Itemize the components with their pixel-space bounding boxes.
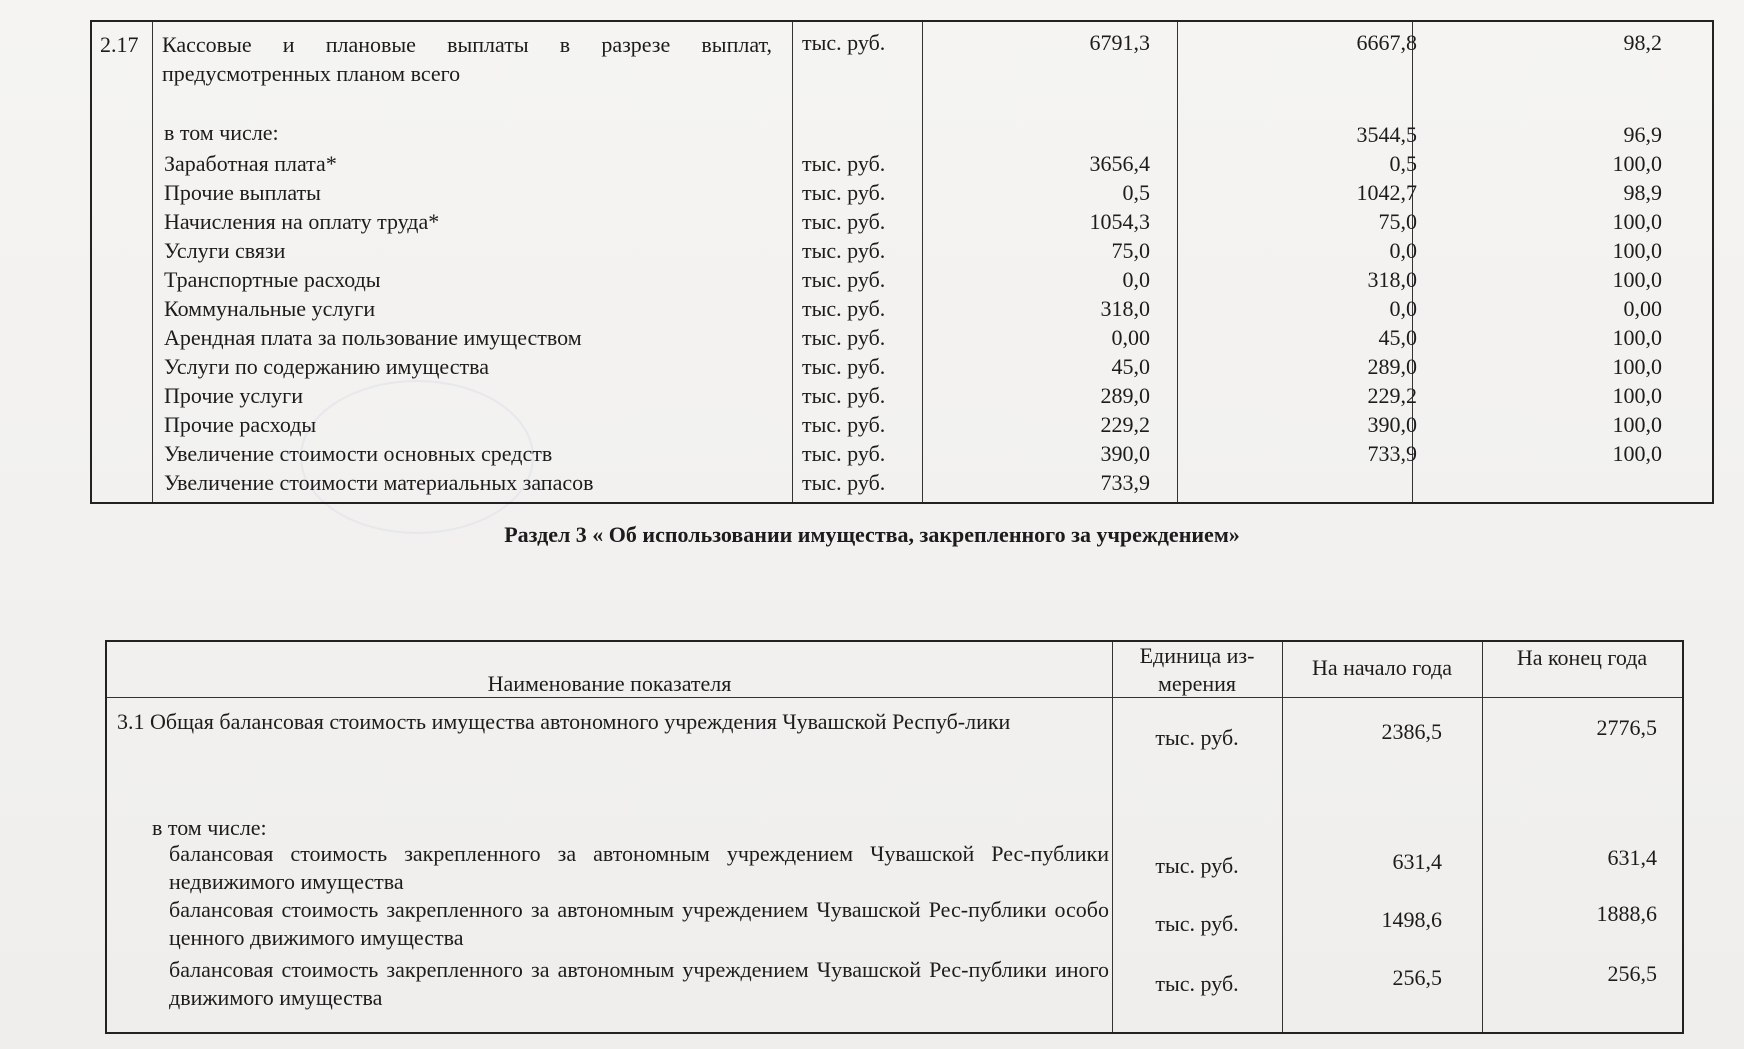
unit-cell: тыс. руб. bbox=[802, 470, 886, 495]
row-subtitle: в том числе: bbox=[152, 815, 267, 840]
unit-cell: тыс. руб. bbox=[802, 296, 886, 321]
value-cell: 318,0 bbox=[1367, 267, 1417, 292]
value-cell: 100,0 bbox=[1612, 238, 1662, 263]
value-cell: 0,5 bbox=[1122, 180, 1150, 205]
value-cell: 1054,3 bbox=[1089, 209, 1150, 234]
list-item: Транспортные расходы bbox=[164, 267, 381, 292]
header-start: На начало года bbox=[1311, 655, 1453, 680]
value-cell: 390,0 bbox=[1367, 412, 1417, 437]
value-cell: 75,0 bbox=[1378, 209, 1417, 234]
unit-cell: тыс. руб. bbox=[802, 238, 886, 263]
unit-cell: тыс. руб. bbox=[802, 267, 886, 292]
row-end: 631,4 bbox=[1607, 845, 1657, 870]
value-cell: 100,0 bbox=[1612, 209, 1662, 234]
header-end: На конец года bbox=[1516, 645, 1648, 670]
value-cell: 100,0 bbox=[1612, 325, 1662, 350]
row-end: 256,5 bbox=[1607, 961, 1657, 986]
value-cell: 0,00 bbox=[1111, 325, 1150, 350]
row-title: Кассовые и плановые выплаты в разрезе выплат, предусмотренных планом всего bbox=[162, 32, 772, 86]
value-cell: 3544,5 bbox=[1356, 122, 1417, 147]
list-item: Услуги по содержанию имущества bbox=[164, 354, 489, 379]
unit-cell: тыс. руб. bbox=[802, 412, 886, 437]
column-divider bbox=[152, 22, 153, 502]
row-end: 1888,6 bbox=[1596, 901, 1657, 926]
title-value-percent: 98,2 bbox=[1623, 30, 1662, 55]
row-start: 631,4 bbox=[1392, 849, 1442, 874]
value-cell: 96,9 bbox=[1623, 122, 1662, 147]
header-unit: Единица из-мерения bbox=[1139, 643, 1255, 696]
value-cell: 100,0 bbox=[1612, 441, 1662, 466]
row-main-unit: тыс. руб. bbox=[1155, 725, 1239, 750]
value-cell: 289,0 bbox=[1367, 354, 1417, 379]
value-cell: 229,2 bbox=[1367, 383, 1417, 408]
list-item: Заработная плата* bbox=[164, 151, 337, 176]
row-main-label: 3.1 Общая балансовая стоимость имущества автономного учреждения Чувашской Респуб-лики bbox=[117, 709, 1011, 734]
value-cell: 0,5 bbox=[1389, 151, 1417, 176]
actual-values bbox=[1212, 120, 1417, 468]
list-item: Увеличение стоимости основных средств bbox=[164, 441, 553, 466]
item-units bbox=[802, 149, 885, 497]
list-item: Начисления на оплату труда* bbox=[164, 209, 440, 234]
value-cell: 0,0 bbox=[1389, 238, 1417, 263]
value-cell: 3656,4 bbox=[1089, 151, 1150, 176]
item-labels bbox=[164, 149, 784, 497]
value-cell: 45,0 bbox=[1111, 354, 1150, 379]
value-cell: 0,0 bbox=[1389, 296, 1417, 321]
value-cell: 733,9 bbox=[1367, 441, 1417, 466]
planned-values bbox=[922, 149, 1150, 497]
value-cell: 100,0 bbox=[1612, 354, 1662, 379]
value-cell: 318,0 bbox=[1100, 296, 1150, 321]
unit-cell: тыс. руб. bbox=[802, 325, 886, 350]
value-cell: 45,0 bbox=[1378, 325, 1417, 350]
percent-values bbox=[1502, 120, 1662, 468]
value-cell: 1042,7 bbox=[1356, 180, 1417, 205]
row-label: балансовая стоимость закрепленного за автономным учреждением Чувашской Рес-публики недвижимого имущества bbox=[169, 841, 1109, 894]
property-table bbox=[105, 640, 1684, 1034]
value-cell: 289,0 bbox=[1100, 383, 1150, 408]
list-item: Прочие расходы bbox=[164, 412, 317, 437]
value-cell: 390,0 bbox=[1100, 441, 1150, 466]
row-main-start: 2386,5 bbox=[1381, 719, 1442, 744]
title-value-planned: 6791,3 bbox=[1089, 30, 1150, 55]
row-subtitle: в том числе: bbox=[164, 120, 279, 145]
value-cell: 98,9 bbox=[1623, 180, 1662, 205]
value-cell: 75,0 bbox=[1111, 238, 1150, 263]
row-label: балансовая стоимость закрепленного за автономным учреждением Чувашской Рес-публики иного движимого имущества bbox=[169, 957, 1109, 1010]
unit-cell: тыс. руб. bbox=[802, 354, 886, 379]
unit-cell: тыс. руб. bbox=[802, 441, 886, 466]
list-item: Прочие услуги bbox=[164, 383, 303, 408]
list-item: Увеличение стоимости материальных запасов bbox=[164, 470, 594, 495]
value-cell: 0,00 bbox=[1623, 296, 1662, 321]
row-label: балансовая стоимость закрепленного за автономным учреждением Чувашской Рес-публики особо ценного движимого имущества bbox=[169, 897, 1109, 950]
row-unit: тыс. руб. bbox=[1155, 911, 1239, 936]
unit-cell: тыс. руб. bbox=[802, 151, 886, 176]
row-start: 1498,6 bbox=[1381, 907, 1442, 932]
value-cell: 733,9 bbox=[1100, 470, 1150, 495]
list-item: Прочие выплаты bbox=[164, 180, 321, 205]
row-start: 256,5 bbox=[1392, 965, 1442, 990]
value-cell: 0,0 bbox=[1122, 267, 1150, 292]
title-value-actual: 6667,8 bbox=[1356, 30, 1417, 55]
unit-cell: тыс. руб. bbox=[802, 180, 886, 205]
value-cell: 100,0 bbox=[1612, 383, 1662, 408]
section-heading: Раздел 3 « Об использовании имущества, закрепленного за учреждением» bbox=[504, 522, 1240, 547]
column-divider bbox=[1177, 22, 1178, 502]
value-cell: 229,2 bbox=[1100, 412, 1150, 437]
row-main-end: 2776,5 bbox=[1596, 715, 1657, 740]
unit-cell: тыс. руб. bbox=[802, 209, 886, 234]
value-cell: 100,0 bbox=[1612, 412, 1662, 437]
header-name: Наименование показателя bbox=[487, 671, 732, 696]
value-cell: 100,0 bbox=[1612, 151, 1662, 176]
unit-cell: тыс. руб. bbox=[802, 383, 886, 408]
row-number: 2.17 bbox=[100, 32, 139, 57]
payments-table bbox=[90, 20, 1714, 504]
row-unit: тыс. руб. bbox=[1155, 971, 1239, 996]
value-cell: 100,0 bbox=[1612, 267, 1662, 292]
column-divider bbox=[792, 22, 793, 502]
title-unit: тыс. руб. bbox=[802, 30, 886, 55]
list-item: Арендная плата за пользование имуществом bbox=[164, 325, 582, 350]
row-unit: тыс. руб. bbox=[1155, 853, 1239, 878]
list-item: Услуги связи bbox=[164, 238, 286, 263]
list-item: Коммунальные услуги bbox=[164, 296, 376, 321]
